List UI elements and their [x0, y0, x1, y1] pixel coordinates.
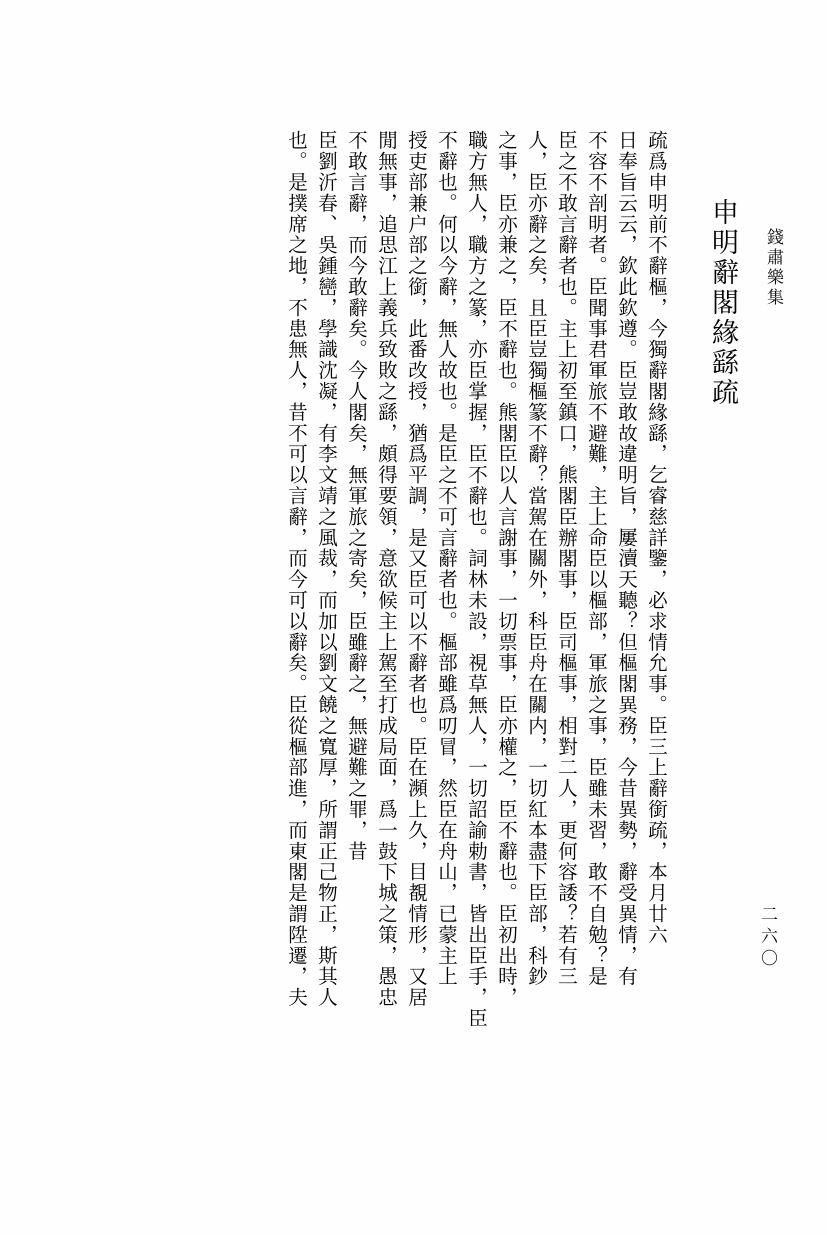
page-title: 申明辭閣緣繇疏	[707, 198, 738, 408]
text-column: 人，臣亦辭之矣，且臣豈獨樞篆不辭？當駕在關外，科臣舟在關内，一切紅本盡下臣部，科鈔	[525, 130, 548, 987]
text-column: 不容不剖明者。臣聞事君軍旅不避難，主上命臣以樞部，軍旅之事，臣雖未習，敢不自勉？是	[585, 130, 608, 987]
text-column: 職方無人，職方之篆，亦臣掌握，臣不辭也。詞林未設，視草無人，一切詔諭勅書，皆出臣手，臣	[465, 130, 488, 1029]
text-column: 疏爲申明前不辭樞，今獨辭閣緣繇，乞睿慈詳鑒，必求情允事。臣三上辭銜疏，本月廿六	[645, 130, 668, 946]
text-column: 臣之不敢言辭者也。主上初至鎮口，熊閣臣辦閣事，臣司樞事，相對二人，更何容諉？若有三	[555, 130, 578, 987]
text-column: 也。是撲席之地，不患無人，昔不可以言辭，而今可以辭矣。臣從樞部進，而東閣是謂陞遷，夫	[285, 130, 308, 1008]
text-column: 授吏部兼户部之銜，此番改授，猶爲平調，是又臣可以不辭者也。臣在瀕上久，目覩情形，又居	[405, 130, 428, 1008]
vertical-text-block	[96, 130, 736, 1215]
page-number: 二六〇	[757, 905, 777, 971]
text-column: 之事，臣亦兼之，臣不辭也。熊閣臣以人言謝事，一切票事，臣亦權之，臣不辭也。臣初出時，	[495, 130, 518, 1008]
text-column: 臣劉沂春、吳鍾巒，學識沈凝，有李文靖之風裁，而加以劉文饒之寬厚，所謂正己物正，斯其人	[315, 130, 338, 1008]
text-column: 日奉旨云云，欽此欽遵。臣豈敢故違明旨，屢瀆天聽？但樞閣異務，今昔異勢，辭受異情，有	[615, 130, 638, 987]
text-column: 不辭也。何以今辭，無人故也。是臣之不可言辭者也。樞部雖爲叨冒，然臣在舟山，已蒙主上	[435, 130, 458, 987]
column-gutter	[666, 130, 692, 1215]
text-column: 不敢言辭，而今敢辭矣。今人閣矣，無軍旅之寄矣，臣雖辭之，無避難之罪，昔	[345, 130, 368, 862]
running-head: 錢肅樂集	[763, 228, 783, 308]
text-column: 閒無事，追思江上義兵致敗之繇，頗得要領，意欲候主上駕至打成局面，爲一鼓下城之策，愚忠	[375, 130, 398, 1008]
